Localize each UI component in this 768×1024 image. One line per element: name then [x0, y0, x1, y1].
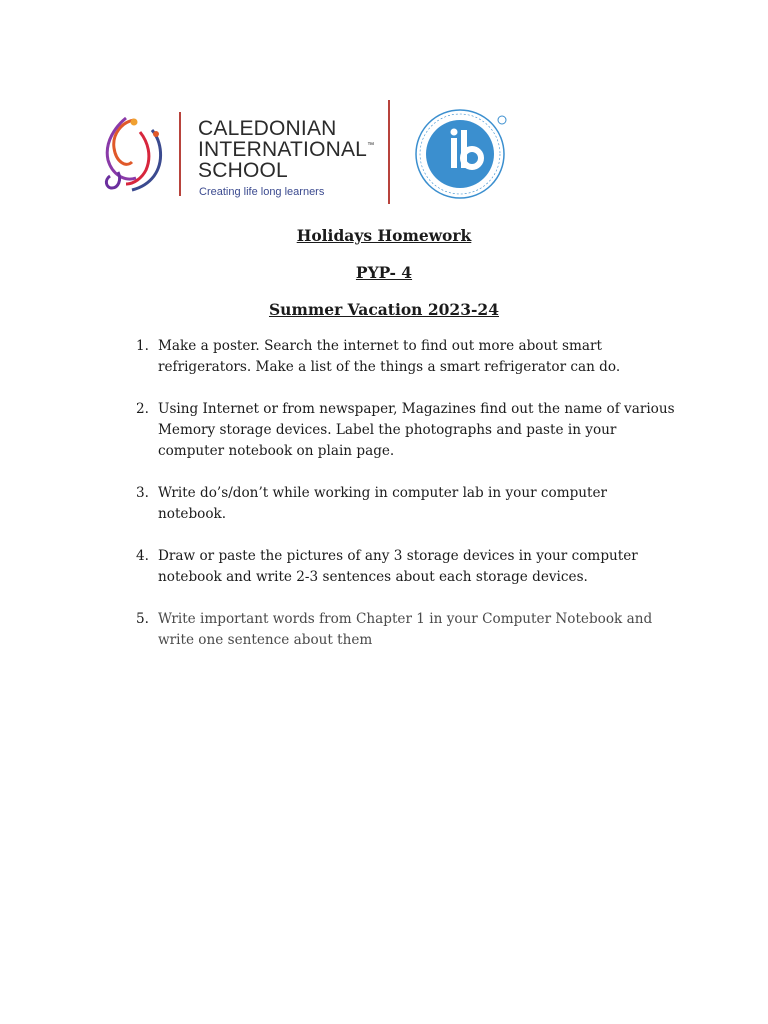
- list-item: [136, 483, 676, 525]
- task-text: Draw or paste the pictures of any 3 storage devices in your computer notebook and write 2-3 sentences about each storage devices.: [158, 548, 638, 585]
- school-name-line: SCHOOL: [198, 159, 288, 182]
- ib-world-school-logo-icon: [414, 106, 510, 202]
- task-text: Write important words from Chapter 1 in your Computer Notebook and write one sentence about them: [158, 611, 653, 648]
- school-tagline: Creating life long learners: [199, 186, 325, 198]
- school-name: [198, 118, 374, 181]
- school-name-line: INTERNATIONAL™: [198, 138, 375, 161]
- school-logo-icon: [96, 112, 172, 196]
- task-number: 4.: [136, 548, 149, 564]
- term-heading: Summer Vacation 2023-24: [268, 300, 499, 319]
- list-item: [136, 336, 676, 378]
- task-text: Make a poster. Search the internet to find out more about smart refrigerators. Make a list of the things a smart refrigerator can do.: [158, 338, 621, 375]
- grade-heading: PYP- 4: [355, 263, 413, 282]
- trademark-mark: ™: [367, 142, 375, 149]
- list-item: [136, 609, 676, 651]
- task-text: Write do’s/don’t while working in computer lab in your computer notebook.: [158, 485, 608, 522]
- task-number: 3.: [136, 485, 149, 501]
- logo-divider: [179, 112, 181, 196]
- document-title: Holidays Homework: [296, 226, 472, 245]
- school-name-line: CALEDONIAN: [198, 117, 337, 140]
- task-number: 1.: [136, 338, 149, 354]
- task-number: 2.: [136, 401, 149, 417]
- task-text: Using Internet or from newspaper, Magazines find out the name of various Memory storage devices. Label the photographs and paste in your computer notebook on plain page.: [158, 401, 675, 459]
- task-number: 5.: [136, 611, 149, 627]
- list-item: [136, 399, 676, 462]
- task-list: [136, 336, 676, 672]
- letterhead: [96, 98, 516, 206]
- list-item: [136, 546, 676, 588]
- logo-divider: [388, 100, 390, 204]
